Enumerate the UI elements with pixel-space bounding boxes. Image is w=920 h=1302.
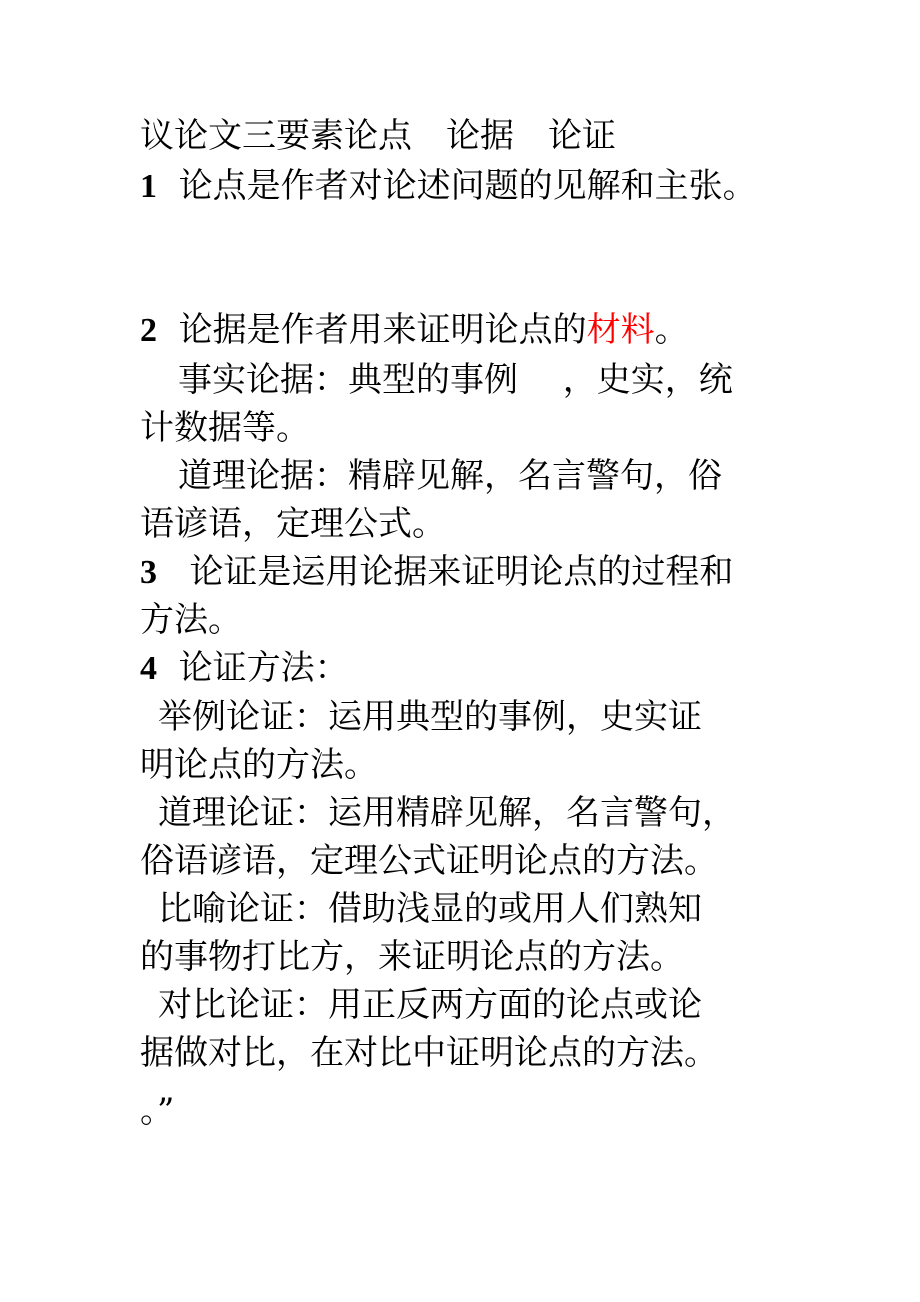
section-4-number: 4 [140, 650, 157, 687]
contrast-method-line-2: 据做对比，在对比中证明论点的方法。 [140, 1033, 718, 1073]
document-title: 议论文三要素论点 论据 论证 [140, 116, 616, 156]
section-2-number: 2 [140, 312, 157, 349]
example-method-line-1: 举例论证：运用典型的事例，史实证 [158, 697, 702, 737]
section-2-highlight: 材料 [586, 310, 655, 350]
section-1-line [140, 166, 757, 207]
section-1-text: 论点是作者对论述问题的见解和主张。 [178, 166, 757, 206]
reason-method-line-2: 俗语谚语，定理公式证明论点的方法。 [140, 841, 718, 881]
metaphor-method-line-2: 的事物打比方，来证明论点的方法。 [140, 937, 684, 977]
section-3-line-1 [140, 552, 733, 593]
fact-evidence-line-1: 事实论据：典型的事例 ，史实，统 [178, 360, 733, 400]
trailing-punctuation: 。” [140, 1091, 175, 1131]
section-1-number: 1 [140, 168, 157, 205]
section-2-text-end: 。 [654, 310, 689, 350]
example-method-line-2: 明论点的方法。 [140, 745, 378, 785]
contrast-method-line-1: 对比论证：用正反两方面的论点或论 [158, 985, 702, 1025]
section-3-text: 论证是运用论据来证明论点的过程和 [189, 552, 734, 592]
metaphor-method-line-1: 比喻论证：借助浅显的或用人们熟知 [158, 889, 702, 929]
reason-evidence-line-2: 语谚语，定理公式。 [140, 504, 446, 544]
reason-method-line-1: 道理论证：运用精辟见解，名言警句， [158, 793, 736, 833]
fact-evidence-line-2: 计数据等。 [140, 408, 310, 448]
section-2-line [140, 310, 689, 351]
section-2-text: 论据是作者用来证明论点的 [178, 310, 587, 350]
reason-evidence-line-1: 道理论据：精辟见解，名言警句，俗 [178, 456, 722, 496]
section-3-line-2: 方法。 [140, 600, 242, 640]
section-4-heading [140, 648, 349, 689]
section-3-number: 3 [140, 554, 157, 591]
section-4-heading-text: 论证方法： [178, 648, 349, 688]
